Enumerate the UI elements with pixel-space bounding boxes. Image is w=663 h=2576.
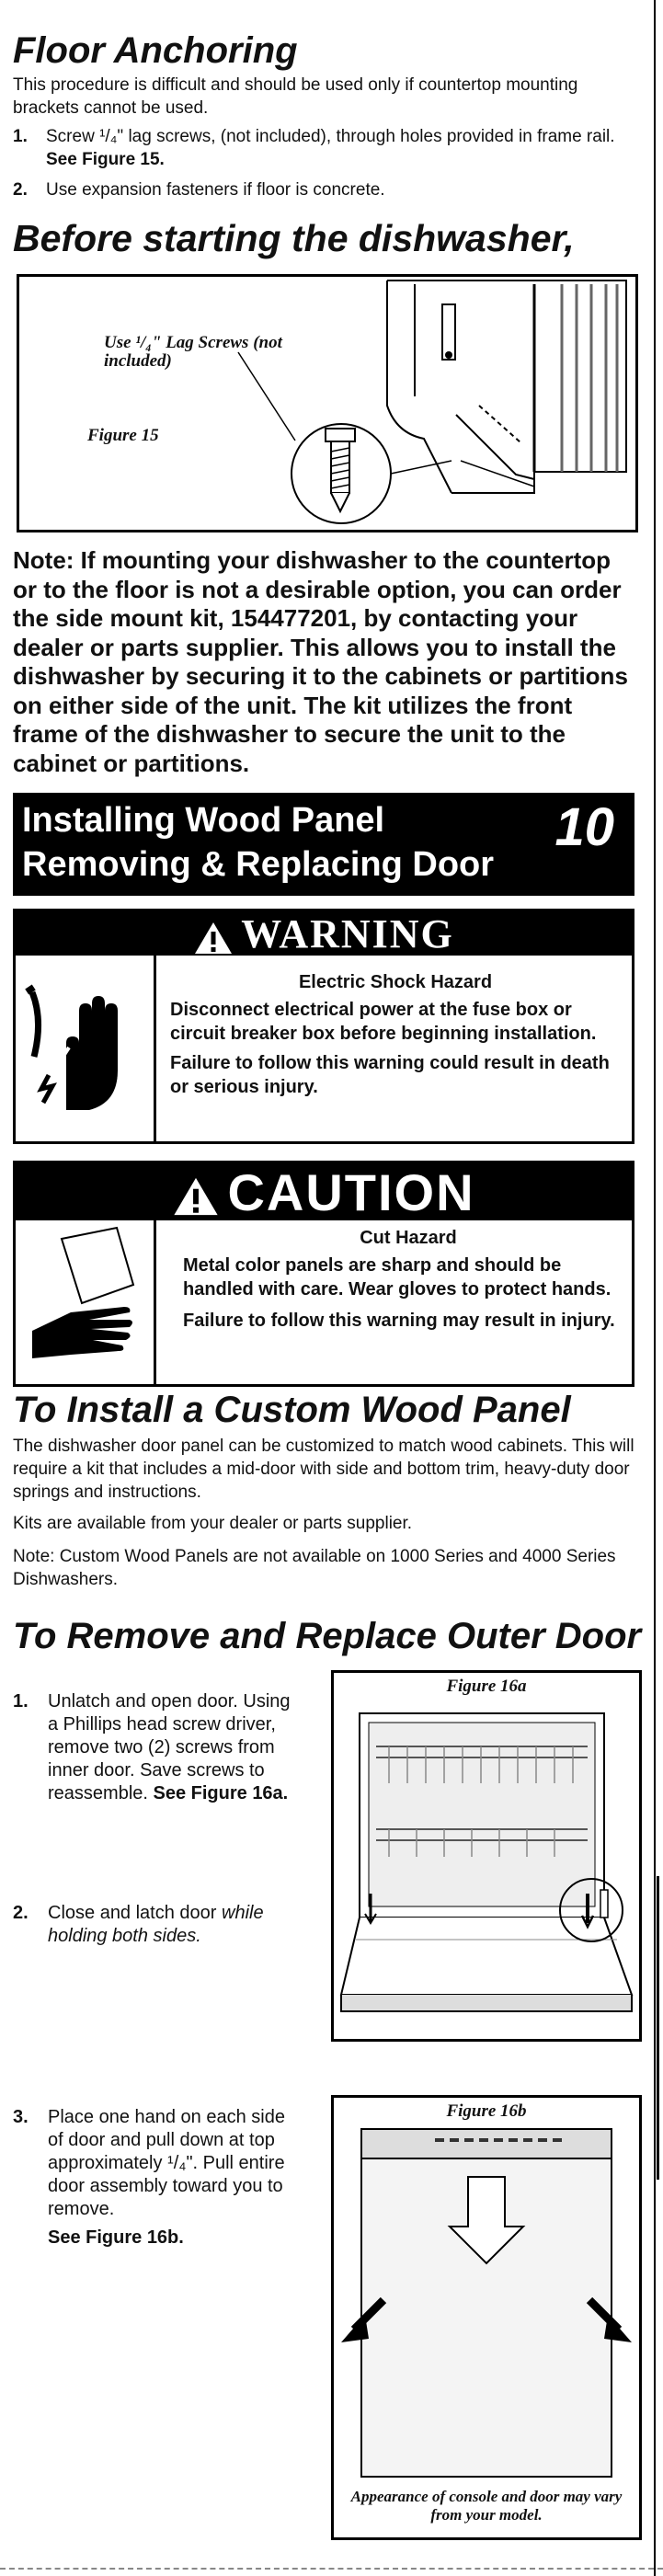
step-text: Use expansion fasteners if floor is concrete. [46,180,385,200]
floor-anchoring-steps [13,125,638,209]
install-wood-panel-heading: To Install a Custom Wood Panel [13,1390,571,1430]
warning-text [170,970,621,1099]
remove-replace-door-heading: To Remove and Replace Outer Door [13,1616,642,1656]
step-number: 2. [13,1903,29,1923]
step-text: Unlatch and open door. Using a Phillips head screw driver, remove two (2) screws from inner door. Save screws to reassemble. [48,1691,291,1803]
kits-availability-text: Kits are available from your dealer or parts supplier. [13,1514,413,1533]
electric-shock-hand-icon [16,956,154,1139]
floor-anchoring-intro: This procedure is difficult and should be used only if countertop mounting brackets cannot be used. [13,75,578,118]
step-number: 2. [13,180,28,200]
install-wood-panel-text: The dishwasher door panel can be customized to match wood cabinets. This will require a kit that includes a mid-door with side and bottom trim, heavy-duty door springs and instructions. [13,1437,634,1502]
warning-header [16,911,632,956]
figure-15 [17,274,638,532]
lag-screw-illustration [19,277,635,530]
alert-triangle-icon [193,921,234,956]
remove-door-step-1 [13,1690,298,1805]
warning-consequence: Failure to follow this warning could result in death or serious injury. [170,1053,610,1097]
warning-box [13,909,634,1144]
warning-title: Electric Shock Hazard [298,972,493,992]
cut-hazard-hand-icon [16,1220,154,1382]
figure-15-caption: Figure 15 [87,426,159,445]
caution-box [13,1161,634,1387]
figure-reference: See Figure 15. [46,150,165,169]
section-number: 10 [554,797,614,857]
remove-door-step-3 [13,2106,298,2250]
figure-16a-caption: Figure 16a [446,1677,527,1696]
alert-triangle-icon [172,1175,220,1218]
list-item [13,125,638,171]
caution-icon-cell [16,1220,156,1384]
figure-reference: See Figure 16b. [48,2227,184,2248]
figure-reference: See Figure 16a. [153,1783,289,1803]
figure-15-label: Use ¹/₄" Lag Screws (not included) [104,333,282,371]
wood-panel-series-note: Note: Custom Wood Panels are not available on 1000 Series and 4000 Series Dishwashers. [13,1547,616,1589]
caution-consequence: Failure to follow this warning may result in injury. [183,1311,615,1331]
caution-text [183,1226,634,1333]
warning-instruction: Disconnect electrical power at the fuse box or circuit breaker box before beginning installation. [170,1000,597,1044]
floor-anchoring-heading: Floor Anchoring [13,30,298,71]
step-emphasis: while holding both sides. [48,1903,264,1946]
caution-header [16,1163,632,1220]
step-text: Close and latch door [48,1903,223,1923]
figure-16b-note: Appearance of console and door may vary from your model. [350,2488,623,2524]
open-door-illustration [334,1673,639,2037]
page-edge-line [654,0,656,2576]
list-item [13,178,638,201]
section-banner [13,793,634,896]
caution-instruction: Metal color panels are sharp and should be handled with care. Wear gloves to protect hands. [183,1255,612,1299]
page-edge-mark [657,1876,659,2180]
step-text: Screw ¹/₄" lag screws, (not included), through holes provided in frame rail. [46,127,615,146]
warning-word: WARNING [241,911,454,956]
warning-icon-cell [16,956,156,1141]
step-number: 1. [13,127,28,146]
caution-word: CAUTION [227,1163,475,1221]
figure-16a [331,1670,642,2042]
banner-title-line-1: Installing Wood Panel [22,801,385,840]
figure-16b [331,2095,642,2540]
caution-title: Cut Hazard [360,1228,457,1248]
figure-16b-caption: Figure 16b [446,2101,527,2121]
step-number: 1. [13,1691,29,1712]
step-number: 3. [13,2107,29,2127]
banner-title-line-2: Removing & Replacing Door [22,845,495,884]
step-text: Place one hand on each side of door and pull down at top approximately ¹/₄". Pull entire door assembly toward you to remove. [48,2107,285,2219]
before-starting-heading: Before starting the dishwasher, [13,217,575,259]
cut-line [0,2568,663,2570]
remove-door-illustration [334,2098,639,2537]
remove-door-step-2 [13,1902,289,1948]
side-mount-kit-note: Note: If mounting your dishwasher to the countertop or to the floor is not a desirable option, you can order the side mount kit, 154477201, by contacting your dealer or parts supplier. This allows you to install the dishwasher by securing it to the cabinets or partitions on either side of the unit. The kit utilizes the front frame of the dishwasher to secure the unit to the cabinet or partitions. [13,546,628,777]
